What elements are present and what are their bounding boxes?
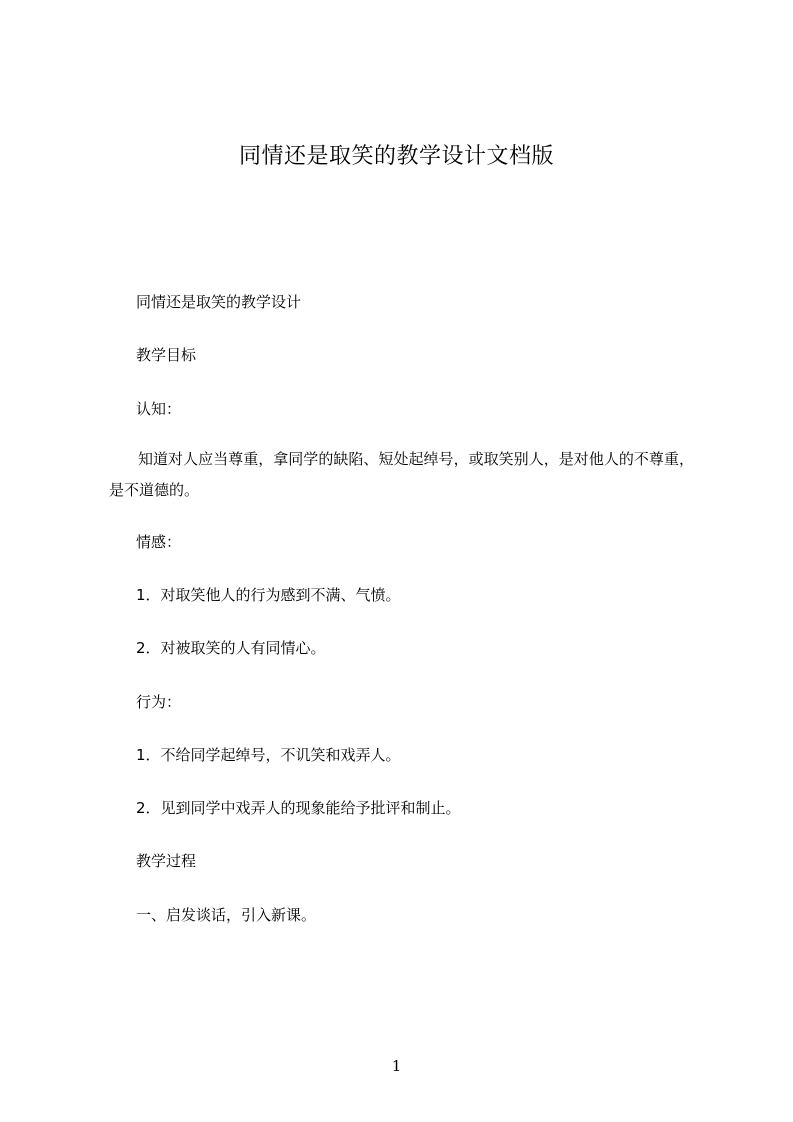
paragraph-cognition-body: 知道对人应当尊重，拿同学的缺陷、短处起绰号，或取笑别人，是对他人的不尊重，是不道德的。	[109, 450, 694, 499]
paragraph-emotion-item-2: 2．对被取笑的人有同情心。	[136, 639, 326, 657]
paragraph-heading-process: 教学过程	[136, 852, 197, 870]
paragraph-heading-objectives: 教学目标	[136, 346, 197, 364]
paragraph-cognition-label: 认知：	[136, 400, 182, 418]
paragraph-behavior-label: 行为：	[136, 693, 182, 711]
paragraph-emotion-item-1: 1．对取笑他人的行为感到不满、气愤。	[136, 586, 401, 604]
document-title: 同情还是取笑的教学设计文档版	[238, 144, 554, 169]
paragraph-behavior-item-1: 1．不给同学起绰号，不讥笑和戏弄人。	[136, 746, 401, 764]
paragraph-behavior-item-2: 2．见到同学中戏弄人的现象能给予批评和制止。	[136, 799, 461, 817]
page-number: 1	[391, 1057, 402, 1075]
paragraph-subtitle: 同情还是取笑的教学设计	[136, 293, 302, 311]
paragraph-process-step-1: 一、启发谈话，引入新课。	[136, 906, 317, 924]
paragraph-emotion-label: 情感：	[136, 533, 182, 551]
